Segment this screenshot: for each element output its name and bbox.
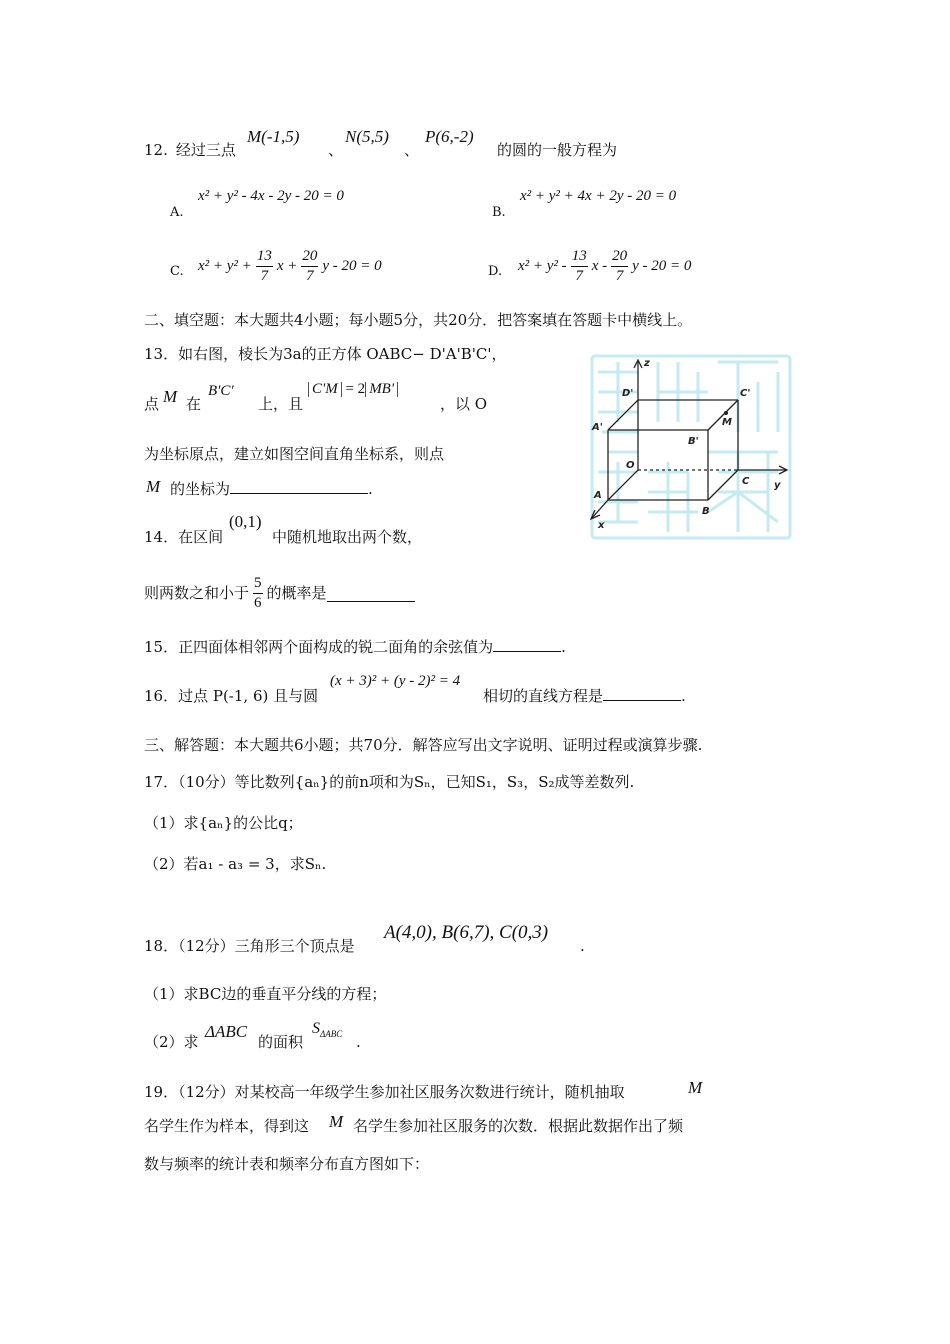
label-c1: C': [740, 388, 751, 399]
q12-option-c-label: C.: [170, 264, 184, 279]
q13-line2-b: 在: [186, 395, 202, 413]
point-m-marker: [724, 411, 728, 415]
label-x: x: [598, 520, 605, 531]
q18-line1-b: .: [580, 937, 585, 955]
q18-points: A(4,0), B(6,7), C(0,3): [384, 922, 549, 943]
q13-line4: 的坐标为 .: [170, 480, 373, 498]
section3-heading: 三、解答题：本大题共6小题；共70分．解答应写出文字说明、证明过程或演算步骤.: [144, 736, 703, 754]
q15: 15．正四面体相邻两个面构成的锐二面角的余弦值为 .: [144, 638, 566, 656]
q12-option-c: x² + y² + $\frac{13}{7}$ x + $\frac{20}{7}$ y - 20 = 0: [198, 248, 382, 284]
label-a1: A': [592, 422, 603, 433]
q13-point-m-2: M: [146, 477, 161, 496]
q18-part2-a: （2）求: [144, 1033, 199, 1051]
label-b: B: [702, 506, 710, 517]
q19-line2-a: 名学生作为样本，得到这: [144, 1117, 310, 1135]
section2-heading: 二、填空题：本大题共4小题；每小题5分，共20分．把答案填在答题卡中横线上。: [144, 311, 693, 329]
q19-m-1: M: [688, 1078, 703, 1097]
q14-interval: (0,1): [229, 512, 262, 531]
q13-seg: B'C': [208, 383, 234, 399]
label-c: C: [742, 476, 750, 487]
q12-option-b-label: B.: [492, 205, 506, 220]
q19-m-2: M: [329, 1112, 344, 1131]
q13-point-m: M: [163, 387, 178, 406]
q19-line2-b: 名学生参加社区服务的次数．根据此数据作出了频: [353, 1117, 684, 1135]
q12-stem-post: 的圆的一般方程为: [497, 141, 618, 159]
label-y: y: [774, 480, 781, 491]
q14-line1-a: 14．在区间: [144, 528, 224, 546]
q13-line2-d: ，以 O: [440, 395, 488, 413]
q17-part2: （2）若a₁ - a₃ = 3，求Sₙ.: [144, 855, 327, 873]
q12-option-a-label: A.: [170, 205, 184, 220]
q13-line2-c: 上，且: [258, 395, 304, 413]
q15-answer-blank[interactable]: [493, 650, 561, 652]
q18-area: $S_{\Delta ABC}$: [312, 1020, 343, 1040]
q12-option-d: x² + y² - $\frac{13}{7}$ x - $\frac{20}{7}$ y - 20 = 0: [518, 248, 692, 284]
label-b1: B': [688, 436, 699, 447]
q12-option-a: x² + y² - 4x - 2y - 20 = 0: [198, 188, 344, 204]
q18-line1-a: 18．（12分）三角形三个顶点是: [144, 937, 355, 955]
label-o: O: [626, 460, 635, 471]
q12-sep-1: 、: [328, 141, 344, 159]
label-a: A: [594, 490, 602, 501]
q18-triangle: ΔABC: [205, 1022, 248, 1041]
watermark: [592, 356, 790, 538]
q13-line1: 13．如右图，棱长为3a的正方体 OABC− D'A'B'C'，: [144, 345, 507, 363]
q18-part2-c: .: [356, 1033, 361, 1051]
q13-ratio: C'M = 2 MB': [308, 382, 398, 397]
q13-line3: 为坐标原点，建立如图空间直角坐标系，则点: [144, 445, 445, 463]
q18-part1: （1）求BC边的垂直平分线的方程；: [144, 985, 387, 1003]
q13-answer-blank[interactable]: [230, 492, 368, 494]
q13-line2-a: 点: [144, 395, 160, 413]
label-m: M: [722, 417, 732, 428]
q19-line1: 19．（12分）对某校高一年级学生参加社区服务次数进行统计，随机抽取: [144, 1083, 625, 1101]
q17-line1: 17．（10分）等比数列{aₙ}的前n项和为Sₙ，已知S₁，S₃，S₂成等差数列.: [144, 773, 635, 791]
label-d1: D': [622, 388, 634, 399]
q17-part1: （1）求{aₙ}的公比q；: [144, 814, 303, 832]
q16-post: 相切的直线方程是 .: [483, 687, 686, 705]
q12-option-d-label: D.: [488, 264, 503, 279]
q14-line2: 则两数之和小于 $\frac{5}{6}$ 的概率是: [144, 576, 415, 611]
label-z: z: [644, 358, 650, 369]
q16-pre: 16．过点 P(-1, 6) 且与圆: [144, 687, 319, 705]
q12-point-m: M(-1,5): [247, 127, 300, 146]
q12-sep-2: 、: [404, 141, 420, 159]
cube-figure: [588, 352, 794, 542]
q19-line3: 数与频率的统计表和频率分布直方图如下：: [144, 1155, 430, 1173]
q16-answer-blank[interactable]: [603, 699, 681, 701]
q16-circle-eq: (x + 3)² + (y - 2)² = 4: [330, 673, 461, 689]
q12-point-p: P(6,-2): [425, 127, 474, 146]
q14-line1-b: 中随机地取出两个数，: [272, 528, 423, 546]
q12-option-b: x² + y² + 4x + 2y - 20 = 0: [520, 188, 677, 204]
q12-stem: 12. 经过三点: [144, 141, 236, 159]
q18-part2-b: 的面积: [258, 1033, 304, 1051]
q12-point-n: N(5,5): [345, 127, 389, 146]
q14-answer-blank[interactable]: [327, 600, 415, 602]
